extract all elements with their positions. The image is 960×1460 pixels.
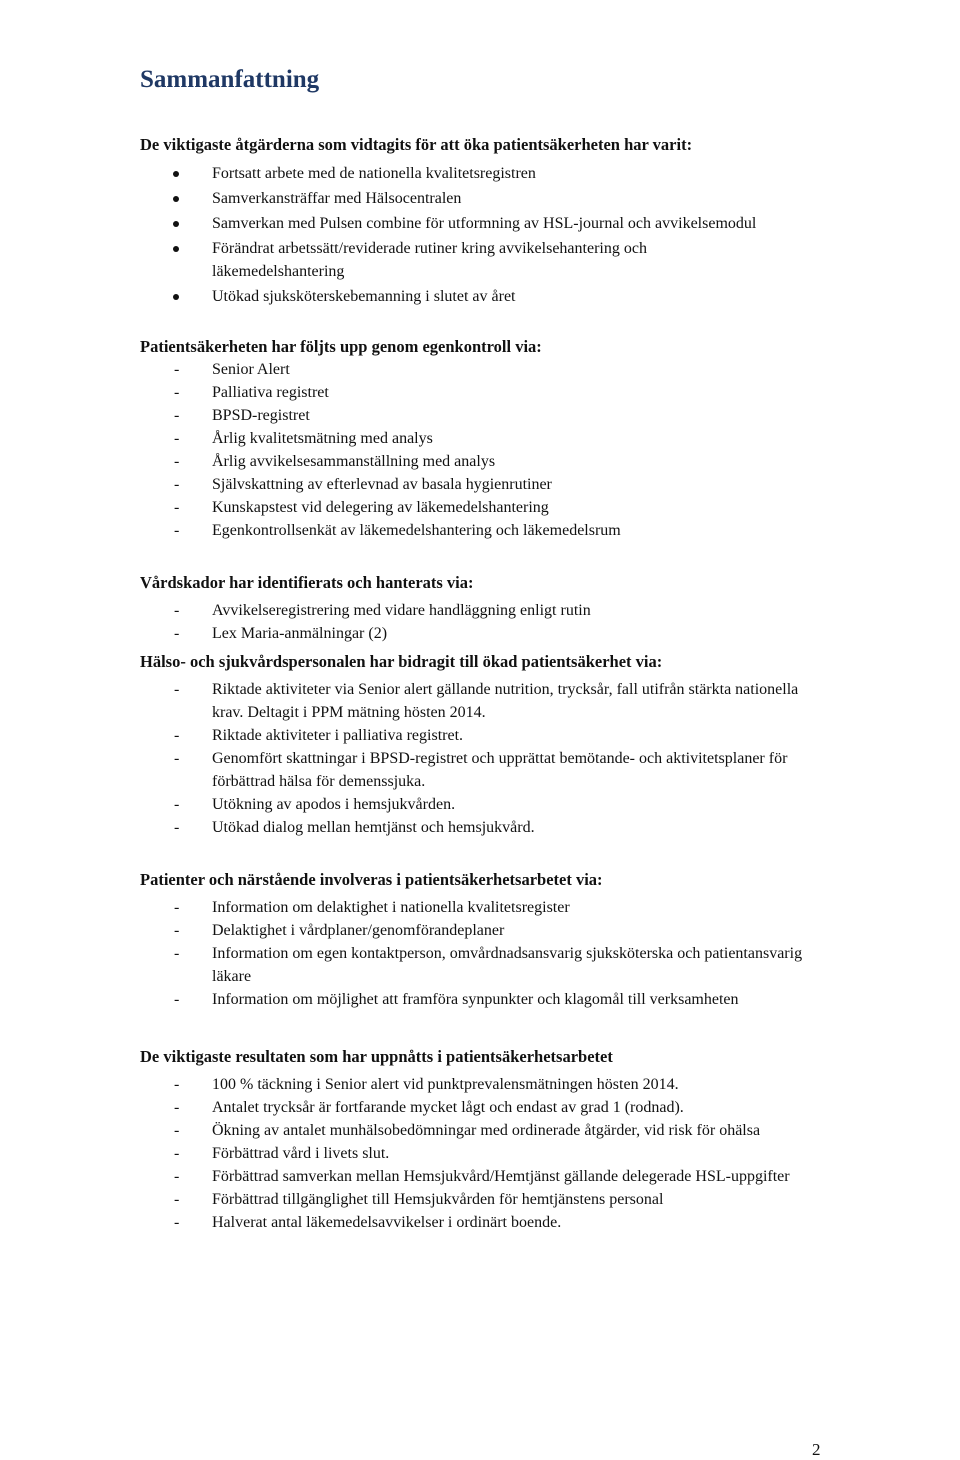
list-item: Förändrat arbetssätt/reviderade rutiner kring avvikelsehantering och läkemedelshantering <box>140 237 772 283</box>
dash-list <box>140 358 840 542</box>
document-page <box>140 64 840 1234</box>
list-item: - Genomfört skattningar i BPSD-registret och upprättat bemötande- och aktivitetsplaner för förbättrad hälsa för demenssjuka. <box>174 750 788 790</box>
list-item: - Förbättrad vård i livets slut. <box>174 1145 390 1162</box>
page-number: 2 <box>812 1440 821 1459</box>
section-heading: Vårdskador har identifierats och hanterats via: <box>140 573 474 592</box>
list-item: - Utökad dialog mellan hemtjänst och hemsjukvård. <box>174 819 535 836</box>
list-item: - Utökning av apodos i hemsjukvården. <box>174 796 456 813</box>
list-item: - BPSD-registret <box>174 407 310 424</box>
bullet-icon <box>173 246 179 252</box>
section-heading: De viktigaste resultaten som har uppnåtts i patientsäkerhetsarbetet <box>140 1047 613 1066</box>
list-item: - Information om möjlighet att framföra synpunkter och klagomål till verksamheten <box>174 991 739 1008</box>
list-item: - Antalet trycksår är fortfarande mycket lågt och endast av grad 1 (rodnad). <box>174 1099 684 1116</box>
list-item: Utökad sjuksköterskebemanning i slutet av året <box>140 285 840 308</box>
dash-list <box>140 678 840 839</box>
section-self-monitoring <box>140 336 840 542</box>
list-item: - Förbättrad samverkan mellan Hemsjukvård/Hemtjänst gällande delegerade HSL-uppgifter <box>174 1168 790 1185</box>
dash-list <box>140 896 840 1011</box>
list-item: - Kunskapstest vid delegering av läkemedelshantering <box>174 499 549 516</box>
section-heading: Patientsäkerheten har följts upp genom egenkontroll via: <box>140 337 542 356</box>
list-item: - Information om egen kontaktperson, omvårdnadsansvarig sjuksköterska och patientansvarig läkare <box>174 945 803 985</box>
section-staff-contribution <box>140 651 840 839</box>
section-patient-involvement <box>140 869 840 1011</box>
bullet-icon <box>173 294 179 300</box>
list-item: - Avvikelseregistrering med vidare handläggning enligt rutin <box>174 602 591 619</box>
list-item: - Ökning av antalet munhälsobedömningar med ordinerade åtgärder, vid risk för ohälsa <box>174 1122 761 1139</box>
section-results <box>140 1046 840 1234</box>
list-item: - Palliativa registret <box>174 384 329 401</box>
section-heading: De viktigaste åtgärderna som vidtagits för att öka patientsäkerheten har varit: <box>140 135 693 154</box>
page-title: Sammanfattning <box>140 66 320 93</box>
list-item: Samverkan med Pulsen combine för utformning av HSL-journal och avvikelsemodul <box>140 212 772 235</box>
bullet-icon <box>173 171 179 177</box>
list-item: - Senior Alert <box>174 361 290 378</box>
list-item: - Årlig kvalitetsmätning med analys <box>174 430 433 447</box>
section-heading: Hälso- och sjukvårdspersonalen har bidragit till ökad patientsäkerhet via: <box>140 652 663 671</box>
bullet-icon <box>173 221 179 227</box>
list-item: - Lex Maria-anmälningar (2) <box>174 625 388 642</box>
list-item: - Förbättrad tillgänglighet till Hemsjukvården för hemtjänstens personal <box>174 1191 664 1208</box>
list-item: - Halverat antal läkemedelsavvikelser i ordinärt boende. <box>174 1214 562 1231</box>
bullet-list <box>140 162 840 308</box>
bullet-icon <box>173 196 179 202</box>
section-care-injuries <box>140 572 840 645</box>
section-measures <box>140 134 840 308</box>
section-heading: Patienter och närstående involveras i patientsäkerhetsarbetet via: <box>140 870 603 889</box>
list-item: - Självskattning av efterlevnad av basala hygienrutiner <box>174 476 552 493</box>
list-item: - Riktade aktiviteter via Senior alert gällande nutrition, trycksår, fall utifrån stärkta nationella krav. Deltagit i PPM mätning hösten 2014. <box>174 681 799 721</box>
dash-list <box>140 599 840 645</box>
list-item: - Årlig avvikelsesammanställning med analys <box>174 453 496 470</box>
list-item: - Egenkontrollsenkät av läkemedelshantering och läkemedelsrum <box>174 522 621 539</box>
list-item: - 100 % täckning i Senior alert vid punktprevalensmätningen hösten 2014. <box>174 1076 679 1093</box>
list-item: - Delaktighet i vårdplaner/genomförandeplaner <box>174 922 505 939</box>
list-item: Fortsatt arbete med de nationella kvalitetsregistren <box>140 162 840 185</box>
list-item: - Information om delaktighet i nationella kvalitetsregister <box>174 899 570 916</box>
list-item: Samverkansträffar med Hälsocentralen <box>140 187 840 210</box>
list-item: - Riktade aktiviteter i palliativa registret. <box>174 727 464 744</box>
dash-list <box>140 1073 840 1234</box>
